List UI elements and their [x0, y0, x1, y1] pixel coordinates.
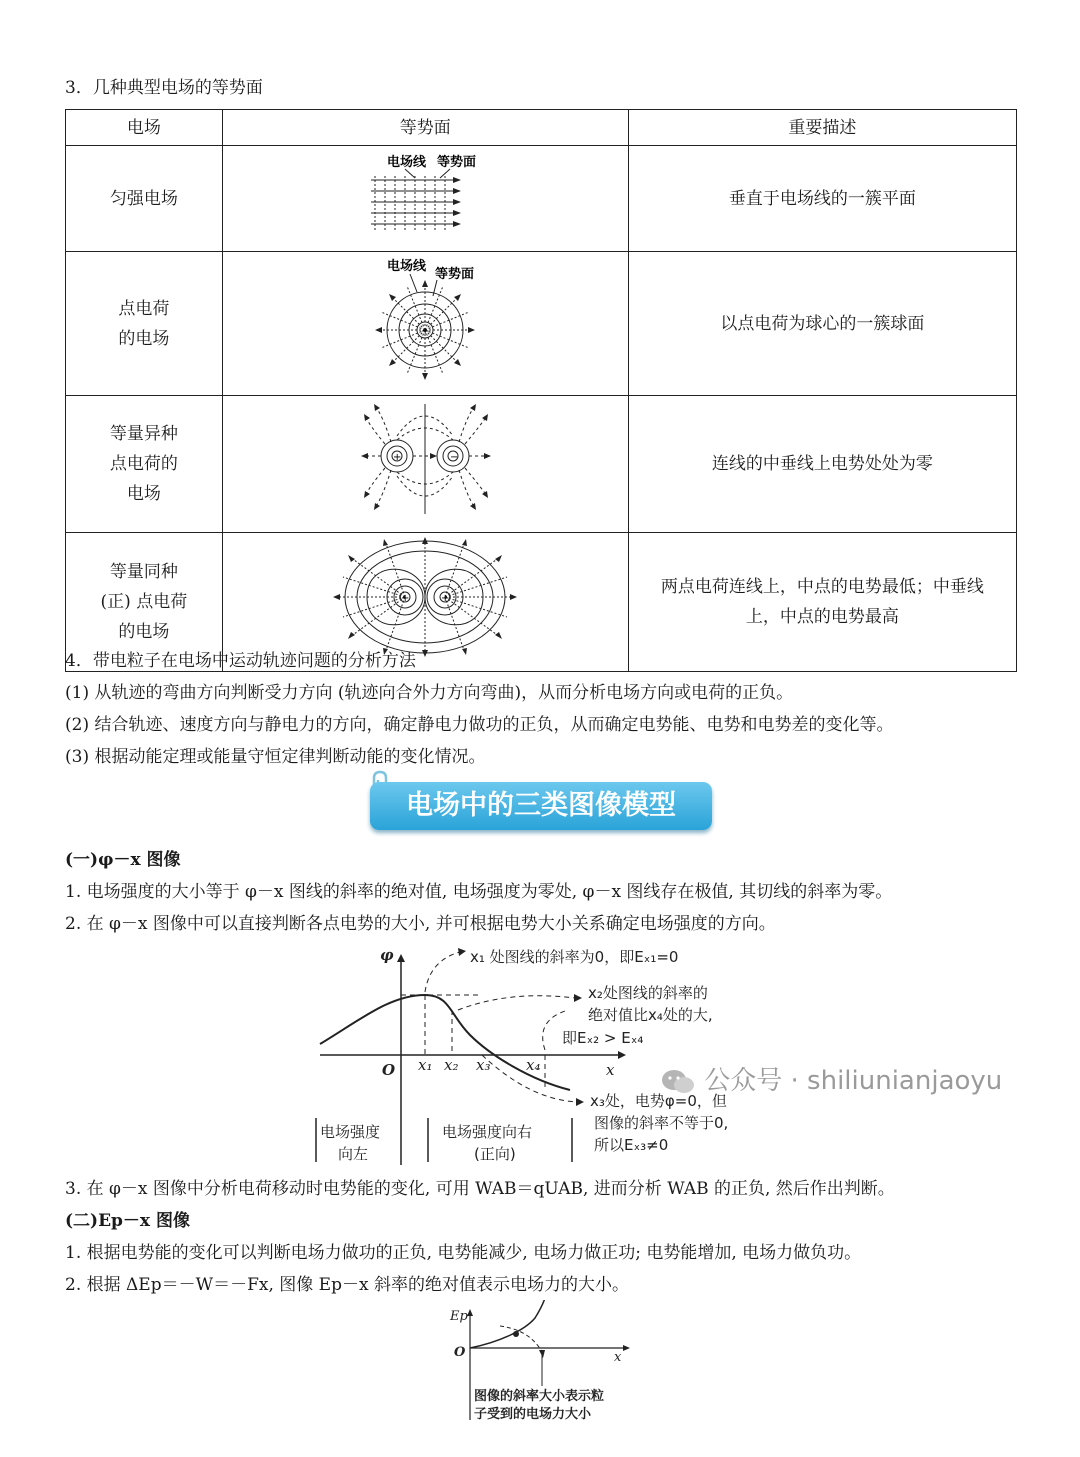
part1-p3: 3. 在 φ－x 图像中分析电荷移动时电势能的变化, 可用 WAB＝qUAB, 进而分析 WAB 的正负, 然后作出判断。 [65, 1179, 895, 1199]
label-equipotential: 等势面 [435, 267, 475, 282]
header-field: 电场 [66, 110, 223, 146]
row-desc: 上，中点的电势最高 [745, 607, 899, 627]
part2-title: (二)Ep－x 图像 [65, 1211, 190, 1231]
section-banner: 电场中的三类图像模型 [370, 782, 712, 830]
part1-title: (一)φ－x 图像 [65, 850, 181, 870]
part2-p1: 1. 根据电势能的变化可以判断电场力做功的正负, 电势能减少, 电场力做正功; 电势能增加, 电场力做负功。 [65, 1243, 862, 1263]
row-desc: 垂直于电场线的一簇平面 [728, 188, 916, 209]
dir-right: 电场强度向右 [442, 1123, 533, 1141]
section-4-item: (3) 根据动能定理或能量守恒定律判断动能的变化情况。 [65, 747, 486, 767]
header-surface: 等势面 [222, 110, 628, 146]
label-equipotential: 等势面 [437, 155, 477, 170]
section-3-title: 3．几种典型电场的等势面 [65, 78, 263, 98]
tick-label: x₂ [444, 1056, 459, 1074]
svg-text:−: − [450, 452, 459, 463]
table-row [66, 396, 1017, 533]
section-4-item: (1) 从轨迹的弯曲方向判断受力方向 (轨迹向合外力方向弯曲)，从而分析电场方向或电荷的正负。 [65, 683, 794, 703]
table-row [66, 146, 1017, 252]
note-x3: 所以Eₓ₃≠0 [594, 1136, 669, 1154]
section-4-title: 4．带电粒子在电场中运动轨迹问题的分析方法 [65, 651, 416, 671]
row-desc: 以点电荷为球心的一簇球面 [720, 313, 925, 334]
row-desc: 连线的中垂线上电势处处为零 [711, 454, 933, 474]
row-name: 匀强电场 [109, 188, 178, 209]
part1-p1: 1. 电场强度的大小等于 φ－x 图线的斜率的绝对值, 电场强度为零处, φ－x 图线存在极值, 其切线的斜率为零。 [65, 882, 893, 902]
part2-p2: 2. 根据 ΔEp＝－W＝－Fx, 图像 Ep－x 斜率的绝对值表示电场力的大小。 [65, 1275, 629, 1295]
row-name: 的电场 [118, 622, 170, 642]
row-name: 等量同种 [109, 562, 178, 582]
x-axis-label: x [614, 1350, 622, 1365]
row-name: (正) 点电荷 [100, 592, 188, 612]
dir-left: 向左 [338, 1145, 369, 1163]
svg-text:+: + [421, 326, 430, 337]
svg-text:+: + [441, 593, 450, 604]
dir-right: (正向) [474, 1145, 516, 1163]
phi-x-graph [300, 940, 800, 1170]
note-x2: 绝对值比x₄处的大, [588, 1006, 713, 1024]
tick-label: x₃ [476, 1056, 491, 1074]
opposite-charges-diagram [225, 396, 625, 522]
row-name: 点电荷 [118, 298, 170, 319]
tick-label: x₁ [418, 1056, 433, 1074]
wechat-icon [660, 1068, 696, 1096]
watermark-text: 公众号 · shiliunianjaoyu [704, 1066, 1003, 1096]
part1-p2: 2. 在 φ－x 图像中可以直接判断各点电势的大小, 并可根据电势大小关系确定电场强度的方向。 [65, 914, 776, 934]
label-field-line: 电场线 [387, 259, 427, 274]
note-x1: x₁ 处图线的斜率为0，即Eₓ₁=0 [470, 948, 679, 966]
note-x3: 图像的斜率不等于0, [594, 1114, 729, 1132]
table-header-row [66, 110, 1017, 146]
y-axis-label: φ [380, 946, 394, 964]
row-name: 等量异种 [109, 424, 178, 444]
note-x2: 即Eₓ₂ > Eₓ₄ [562, 1029, 644, 1047]
tick-label: x₄ [526, 1056, 541, 1074]
like-charges-diagram [225, 533, 625, 661]
origin-label: O [454, 1345, 466, 1360]
y-axis-label: Ep [450, 1309, 468, 1324]
svg-text:+: + [393, 452, 402, 463]
ep-x-graph [440, 1300, 660, 1440]
point-charge-diagram [225, 252, 625, 385]
row-name: 电场 [126, 484, 161, 504]
origin-label: O [382, 1061, 396, 1079]
label-field-line: 电场线 [387, 155, 427, 170]
caption: 子受到的电场力大小 [474, 1407, 592, 1422]
uniform-field-diagram [225, 146, 625, 241]
equipotential-table [65, 109, 1017, 672]
row-desc: 两点电荷连线上，中点的电势最低；中垂线 [660, 577, 984, 597]
caption: 图像的斜率大小表示粒 [474, 1389, 605, 1404]
header-desc: 重要描述 [628, 110, 1016, 146]
row-name: 点电荷的 [109, 454, 178, 474]
x-axis-label: x [606, 1061, 615, 1079]
row-name: 的电场 [118, 328, 170, 349]
svg-text:+: + [401, 593, 410, 604]
dir-left: 电场强度 [320, 1123, 381, 1141]
note-x2: x₂处图线的斜率的 [588, 984, 708, 1002]
note-x3: x₃处，电势φ=0，但 [590, 1092, 727, 1110]
section-4-item: (2) 结合轨迹、速度方向与静电力的方向，确定静电力做功的正负，从而确定电势能、电势和电势差的变化等。 [65, 715, 894, 735]
watermark [660, 1060, 1002, 1097]
table-row [66, 252, 1017, 396]
